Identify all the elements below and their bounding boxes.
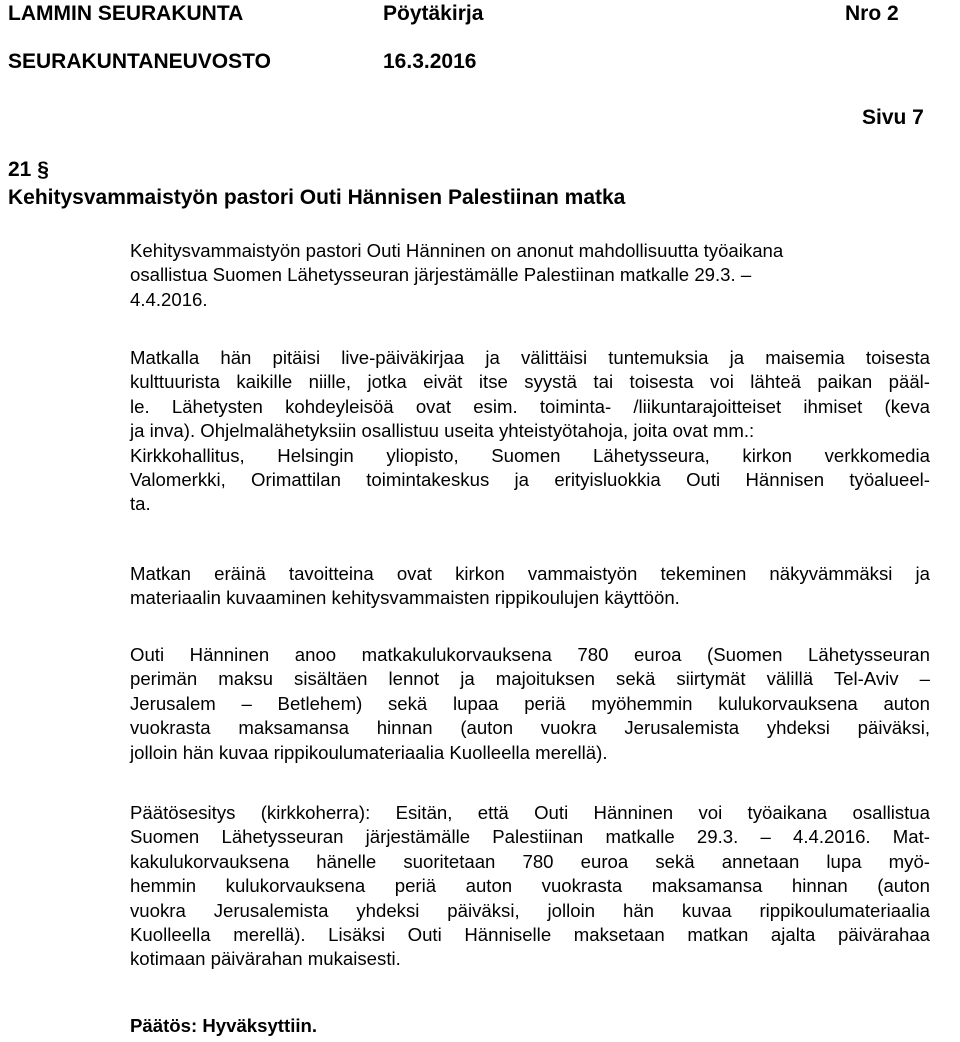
meeting-date: 16.3.2016: [383, 50, 477, 73]
text-line: Matkan eräinä tavoitteina ovat kirkon vammaistyön tekeminen näkyvämmäksi ja: [130, 563, 930, 584]
paragraph-compensation-request: [130, 643, 930, 765]
text-line: hemmin kulukorvauksena periä auton vuokrasta maksamansa hinnan (auton: [130, 875, 930, 897]
text-line: Jerusalem – Betlehem) sekä lupaa periä myöhemmin kulukorvauksena auton: [130, 692, 930, 714]
paragraph-decision-proposal: [130, 801, 930, 972]
document-type: Pöytäkirja: [383, 2, 484, 25]
text-line: Kehitysvammaistyön pastori Outi Hänninen on anonut mahdollisuutta työaikana: [130, 240, 784, 261]
section-number: 21 §: [8, 158, 49, 181]
text-line: kakulukorvauksena hänelle suoritetaan 780 euroa sekä annetaan lupa myö-: [130, 850, 930, 872]
text-line: perimän maksu sisältäen lennot ja majoituksen sekä siirtymät välillä Tel-Aviv –: [130, 668, 930, 690]
paragraph-goals: [130, 562, 930, 611]
text-line: ja inva). Ohjelmalähetyksiin osallistuu useita yhteistyötahoja, joita ovat mm.:: [130, 420, 755, 442]
text-line: 4.4.2016.: [130, 288, 208, 310]
text-line: Kuolleella merellä). Lisäksi Outi Hänniselle maksetaan matkan ajalta päivärahaa: [130, 924, 930, 946]
paragraph-trip-description: [130, 346, 930, 517]
document-number: Nro 2: [845, 2, 899, 25]
decision-statement: Päätös: Hyväksyttiin.: [130, 1015, 318, 1036]
text-line: Suomen Lähetysseuran järjestämälle Palestiinan matkalle 29.3. – 4.4.2016. Mat-: [130, 826, 930, 848]
text-line: Valomerkki, Orimattilan toimintakeskus ja erityisluokkia Outi Hännisen työalueel-: [130, 469, 930, 491]
organization-name: LAMMIN SEURAKUNTA: [8, 2, 244, 25]
text-line: le. Lähetysten kohdeyleisöä ovat esim. toiminta- /liikuntarajoitteiset ihmiset (keva: [130, 395, 930, 417]
text-line: ta.: [130, 493, 151, 515]
page-number: Sivu 7: [862, 106, 924, 129]
meeting-body: SEURAKUNTANEUVOSTO: [8, 50, 271, 73]
text-line: Matkalla hän pitäisi live-päiväkirjaa ja välittäisi tuntemuksia ja maisemia toisesta: [130, 347, 930, 368]
section-title: Kehitysvammaistyön pastori Outi Hännisen Palestiinan matka: [8, 186, 626, 209]
paragraph-application: [130, 239, 930, 312]
text-line: kotimaan päivärahan mukaisesti.: [130, 948, 401, 970]
text-line: Outi Hänninen anoo matkakulukorvauksena 780 euroa (Suomen Lähetysseuran: [130, 644, 930, 665]
text-line: vuokrasta maksamansa hinnan (auton vuokra Jerusalemista yhdeksi päiväksi,: [130, 717, 930, 739]
text-line: osallistua Suomen Lähetysseuran järjestämälle Palestiinan matkalle 29.3. –: [130, 264, 752, 286]
text-line: materiaalin kuvaaminen kehitysvammaisten rippikoulujen käyttöön.: [130, 587, 680, 609]
text-line: Kirkkohallitus, Helsingin yliopisto, Suomen Lähetysseura, kirkon verkkomedia: [130, 444, 930, 466]
text-line: kulttuurista kaikille niille, jotka eivät itse syystä tai toisesta voi lähteä paikan pääl-: [130, 371, 930, 393]
text-line: Päätösesitys (kirkkoherra): Esitän, että Outi Hänninen voi työaikana osallistua: [130, 802, 930, 823]
text-line: vuokra Jerusalemista yhdeksi päiväksi, jolloin hän kuvaa rippikoulumateriaalia: [130, 899, 930, 921]
text-line: jolloin hän kuvaa rippikoulumateriaalia Kuolleella merellä).: [130, 741, 608, 763]
